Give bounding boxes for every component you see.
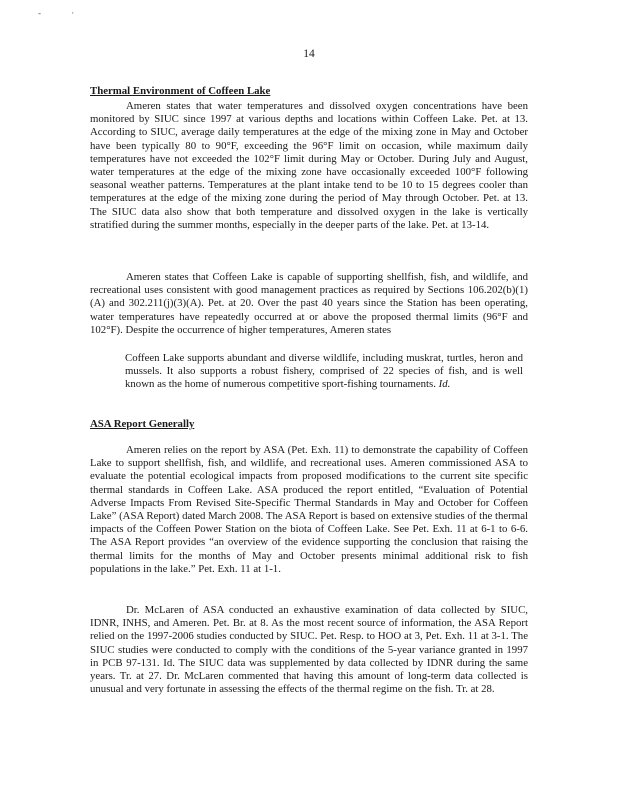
paragraph-asa-2: Dr. McLaren of ASA conducted an exhaustive examination of data collected by SIUC, IDNR, INHS, and Ameren. Pet. Br. at 8. As the most recent source of information, the ASA Report relied on the 1997-2006 studies conducted by SIUC. Pet. Resp. to HOO at 3, Pet. Exh. 11 at 3-1. The SIUC studies were conducted to comply with the conditions of the 5-year variance granted in 1997 in PCB 97-131. Id. The SIUC data was supplemented by data collected by IDNR during the same years. Tr. at 27. Dr. McLaren commented that having this amount of long-term data collected is unusual and very fortunate in assessing the effects of the thermal regime on the fish. Tr. at 28. [90, 604, 528, 696]
paragraph-thermal-1: Ameren states that water temperatures and dissolved oxygen concentrations have been monitored by SIUC since 1997 at various depths and locations within Coffeen Lake. Pet. at 13. According to SIUC, average daily temperatures at the edge of the mixing zone in May and October have been typically 80 to 90°F, exceeding the 96°F limit on occasion, while maximum daily temperatures have not exceeded the 102°F limit during May or October. During July and August, water temperatures at the edge of the mixing zone have occasionally exceeded 100°F following seasonal weather patterns. Temperatures at the plant intake tend to be 10 to 15 degrees cooler than temperatures at the edge of the mixing zone during the period of May through October. Pet. at 13. The SIUC data also show that both temperature and dissolved oxygen in the lake is vertically stratified during the summer months, especially in the deeper parts of the lake. Pet. at 13-14. [90, 100, 528, 231]
paragraph-thermal-2: Ameren states that Coffeen Lake is capable of supporting shellfish, fish, and wildlife, and recreational uses consistent with good management practices as required by Sections 106.202(b)(1)(A) and 302.211(j)(3)(A). Pet. at 20. Over the past 40 years since the Station has been operating, water temperatures have repeatedly occurred at or above the proposed thermal limits (96°F and 102°F). Despite the occurrence of higher temperatures, Ameren states [90, 271, 528, 336]
section-heading-thermal: Thermal Environment of Coffeen Lake [90, 85, 271, 97]
corner-marks: - · [38, 8, 89, 18]
quote-citation: Id. [438, 378, 451, 391]
paragraph-asa-1: Ameren relies on the report by ASA (Pet. Exh. 11) to demonstrate the capability of Coffeen Lake to support shellfish, fish, and wildlife, and recreational uses. Ameren commissioned ASA to evaluate the potential ecological impacts from proposed modifications to the current site specific thermal standards in Coffeen Lake. ASA produced the report entitled, “Evaluation of Potential Adverse Impacts From Revised Site-Specific Thermal Standards in May and October for Coffeen Lake” (ASA Report) dated March 2008. The ASA Report is based on extensive studies of the thermal impacts of the Coffeen Power Station on the biota of Coffeen Lake. See Pet. Exh. 11 at 6-1 to 6-6. The ASA Report provides “an overview of the evidence supporting the conclusion that raising the thermal limits for the months of May and October presents minimal additional risk to fish populations in the lake.” Pet. Exh. 11 at 1-1. [90, 444, 528, 575]
block-quote: Coffeen Lake supports abundant and diverse wildlife, including muskrat, turtles, heron and mussels. It also supports a robust fishery, comprised of 22 species of fish, and is well known as the home of numerous competitive sport-fishing tournaments. Id. [125, 352, 523, 391]
section-heading-asa: ASA Report Generally [90, 418, 195, 430]
page-number: 14 [303, 48, 315, 60]
